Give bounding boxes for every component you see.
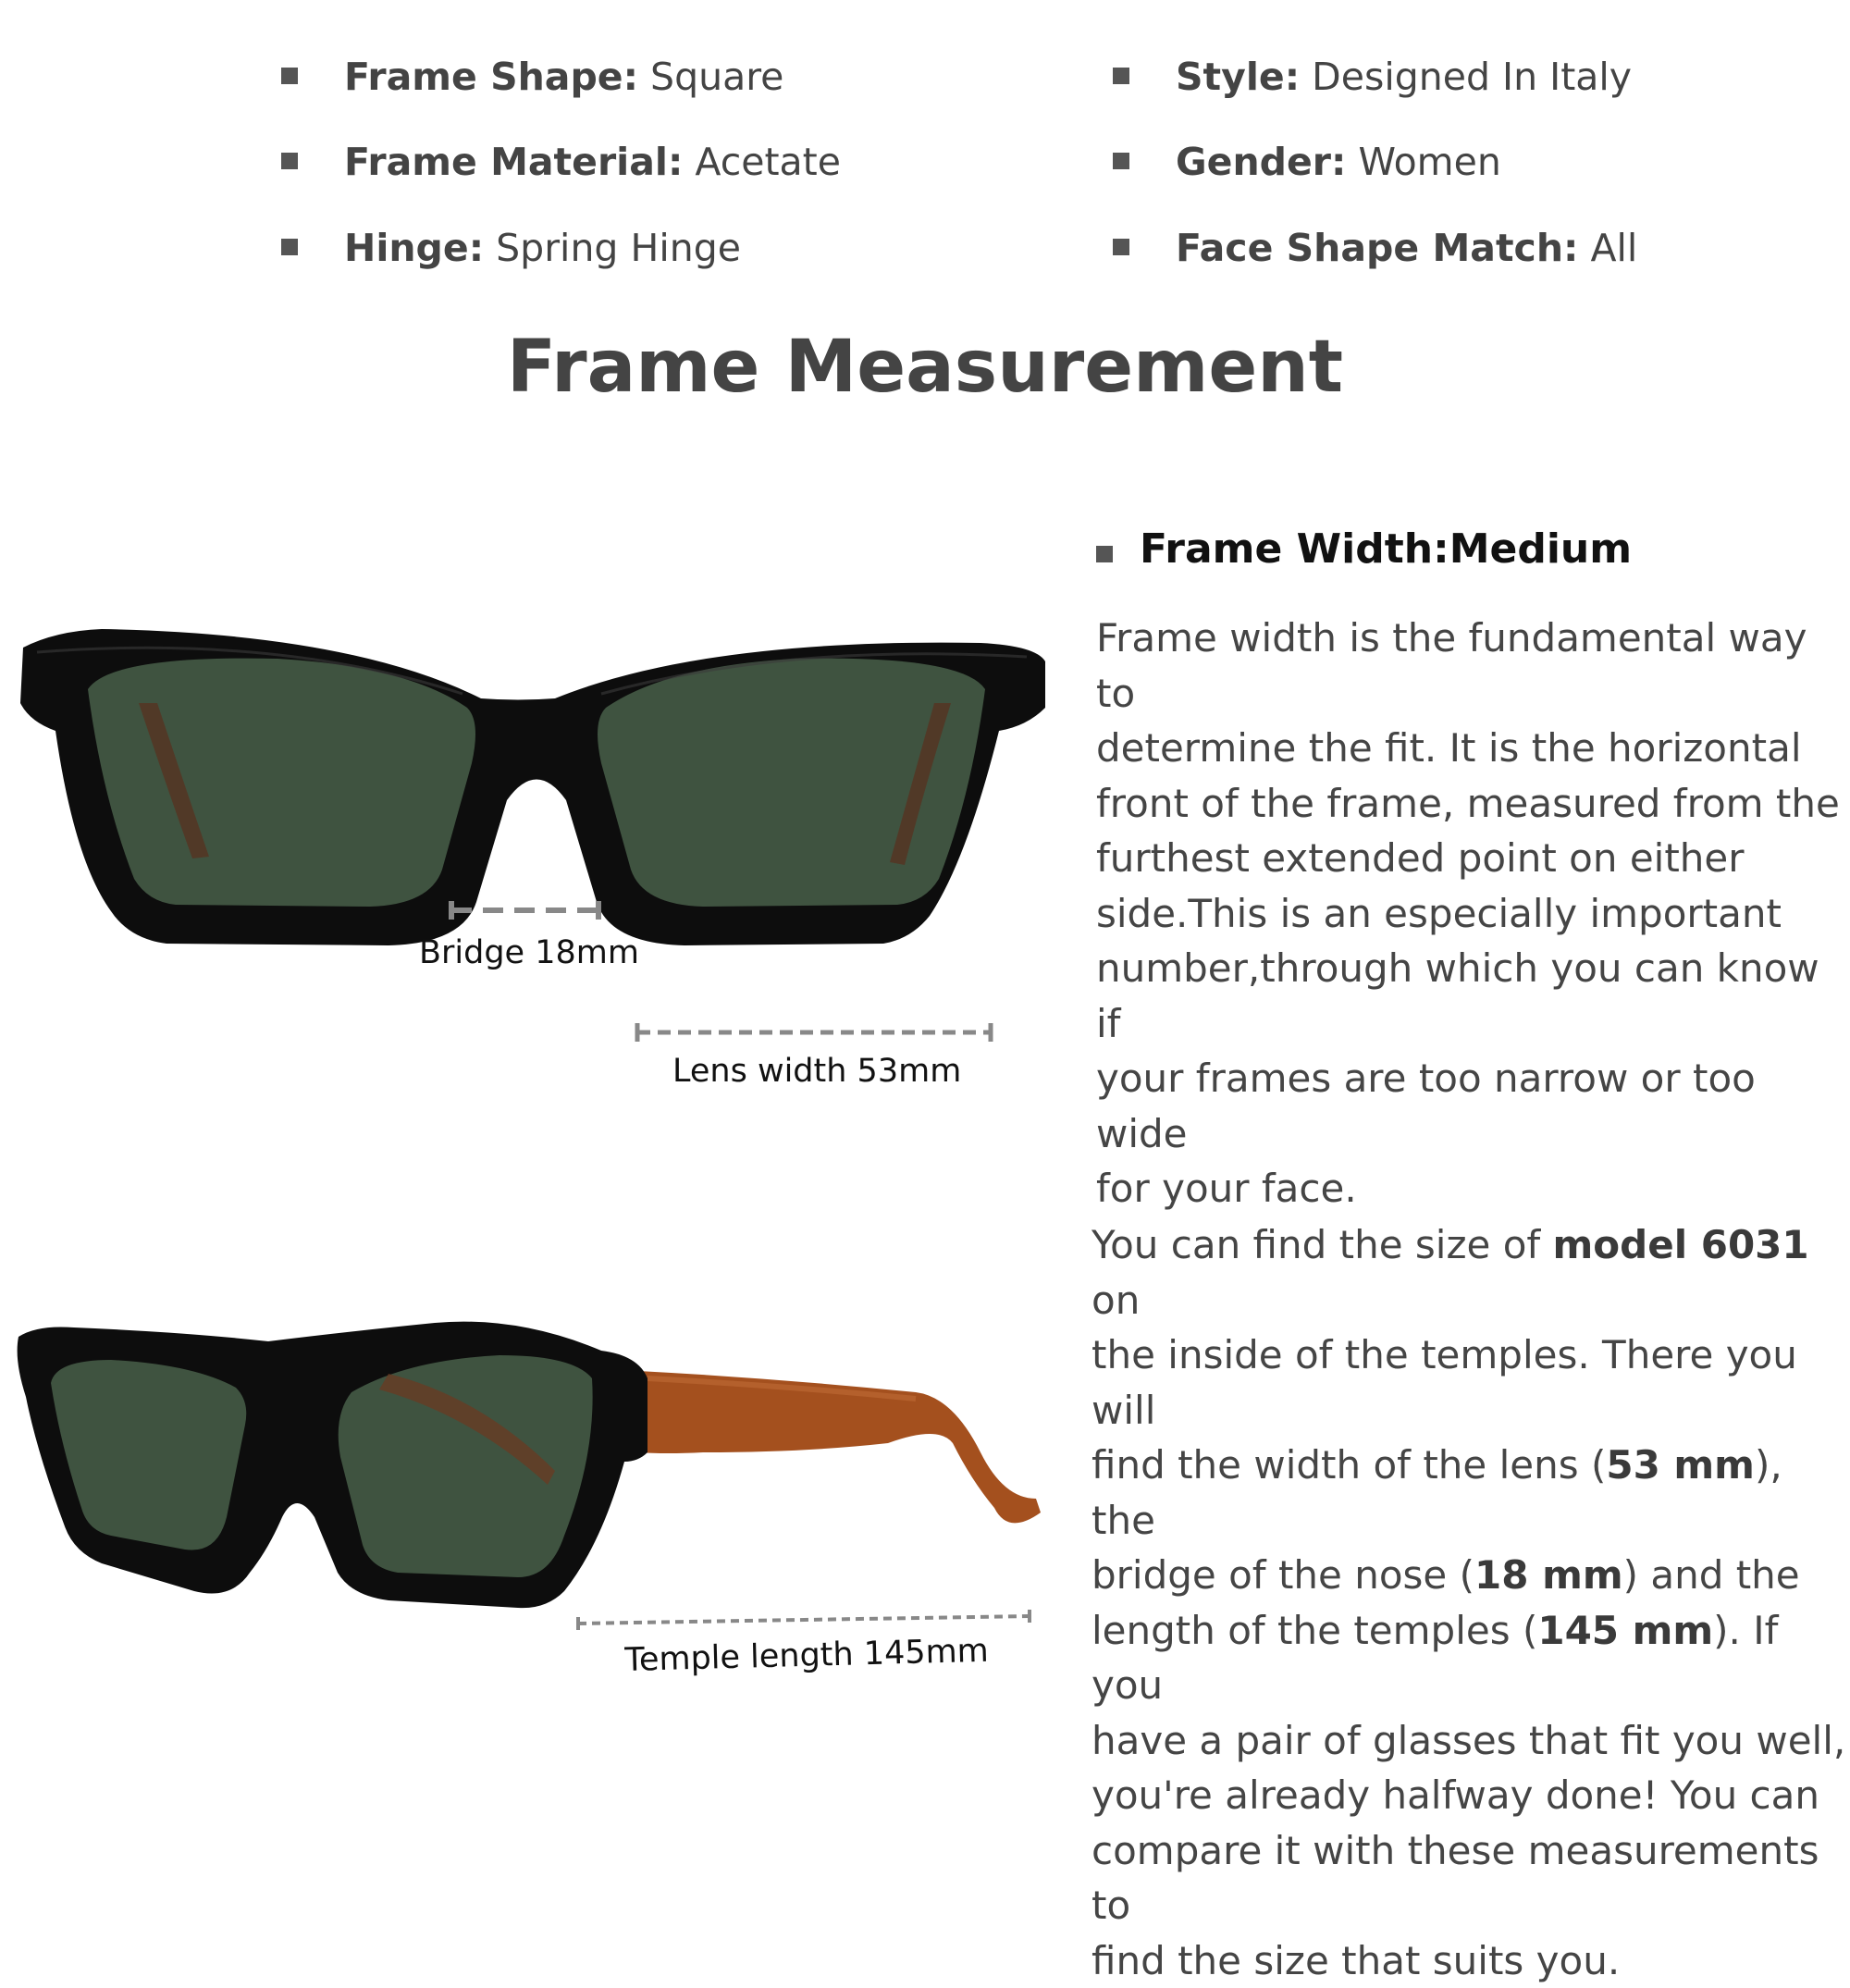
bullet-icon: [1113, 239, 1129, 255]
text-line: furthest extended point on either: [1096, 831, 1850, 886]
text-line: You can find the size of model 6031 on: [1092, 1217, 1850, 1327]
left-lens: [88, 659, 475, 907]
spec-label: Style:: [1176, 55, 1300, 99]
glasses-side-image: [0, 1314, 1054, 1619]
spec-value: All: [1578, 226, 1637, 270]
bridge-dash-line: [449, 899, 601, 921]
temple-size: 145 mm: [1537, 1608, 1713, 1653]
spec-frame-shape: [344, 54, 783, 100]
text-line: find the size that suits you.: [1092, 1933, 1850, 1988]
text-line: side.This is an especially important: [1096, 886, 1850, 942]
text-line: find the width of the lens (53 mm), the: [1092, 1438, 1850, 1548]
spec-value: Square: [638, 55, 783, 99]
text-line: determine the fit. It is the horizontal: [1096, 721, 1850, 776]
frame-width-paragraph: [1096, 611, 1850, 1216]
bullet-icon: [1113, 68, 1129, 84]
text-line: number,through which you can know if: [1096, 941, 1850, 1051]
right-lens-side: [339, 1355, 593, 1577]
text-line: front of the frame, measured from the: [1096, 776, 1850, 832]
spec-hinge: [344, 225, 741, 271]
temple-length-label: Temple length 145mm: [624, 1633, 989, 1679]
spec-label: Frame Material:: [344, 140, 683, 184]
spec-style: [1176, 54, 1632, 100]
text-line: Frame width is the fundamental way to: [1096, 611, 1850, 721]
bullet-icon: [281, 68, 298, 84]
spec-frame-material: [344, 139, 841, 185]
lens-width-dash-line: [635, 1021, 993, 1043]
text-line: bridge of the nose (18 mm) and the: [1092, 1548, 1850, 1603]
text-line: length of the temples (145 mm). If you: [1092, 1603, 1850, 1713]
lens-size: 53 mm: [1606, 1442, 1755, 1488]
text-line: the inside of the temples. There you will: [1092, 1327, 1850, 1438]
spec-label: Face Shape Match:: [1176, 226, 1578, 270]
page-title: Frame Measurement: [0, 326, 1850, 409]
text-line: have a pair of glasses that fit you well,: [1092, 1713, 1850, 1769]
spec-value: Designed In Italy: [1300, 55, 1632, 99]
text-line: you're already halfway done! You can: [1092, 1768, 1850, 1823]
bridge-size: 18 mm: [1474, 1552, 1623, 1598]
spec-value: Acetate: [683, 140, 841, 184]
temple-length-dash-line: [575, 1608, 1032, 1632]
spec-label: Gender:: [1176, 140, 1346, 184]
bullet-icon: [1113, 153, 1129, 169]
spec-label: Frame Shape:: [344, 55, 638, 99]
model-number: model 6031: [1553, 1222, 1809, 1267]
spec-face-shape: [1176, 225, 1637, 271]
bridge-label: Bridge 18mm: [419, 934, 639, 971]
text-line: your frames are too narrow or too wide: [1096, 1051, 1850, 1161]
spec-value: Women: [1346, 140, 1500, 184]
bullet-icon: [281, 239, 298, 255]
bullet-icon: [281, 153, 298, 169]
bullet-icon: [1096, 546, 1113, 562]
spec-value: Spring Hinge: [484, 226, 741, 270]
size-info-paragraph: [1092, 1217, 1850, 1988]
lens-width-label: Lens width 53mm: [672, 1053, 961, 1090]
spec-label: Hinge:: [344, 226, 484, 270]
frame-width-heading: Frame Width:Medium: [1140, 525, 1632, 573]
text-line: for your face.: [1096, 1161, 1850, 1216]
spec-gender: [1176, 139, 1501, 185]
text-line: compare it with these measurements to: [1092, 1823, 1850, 1933]
